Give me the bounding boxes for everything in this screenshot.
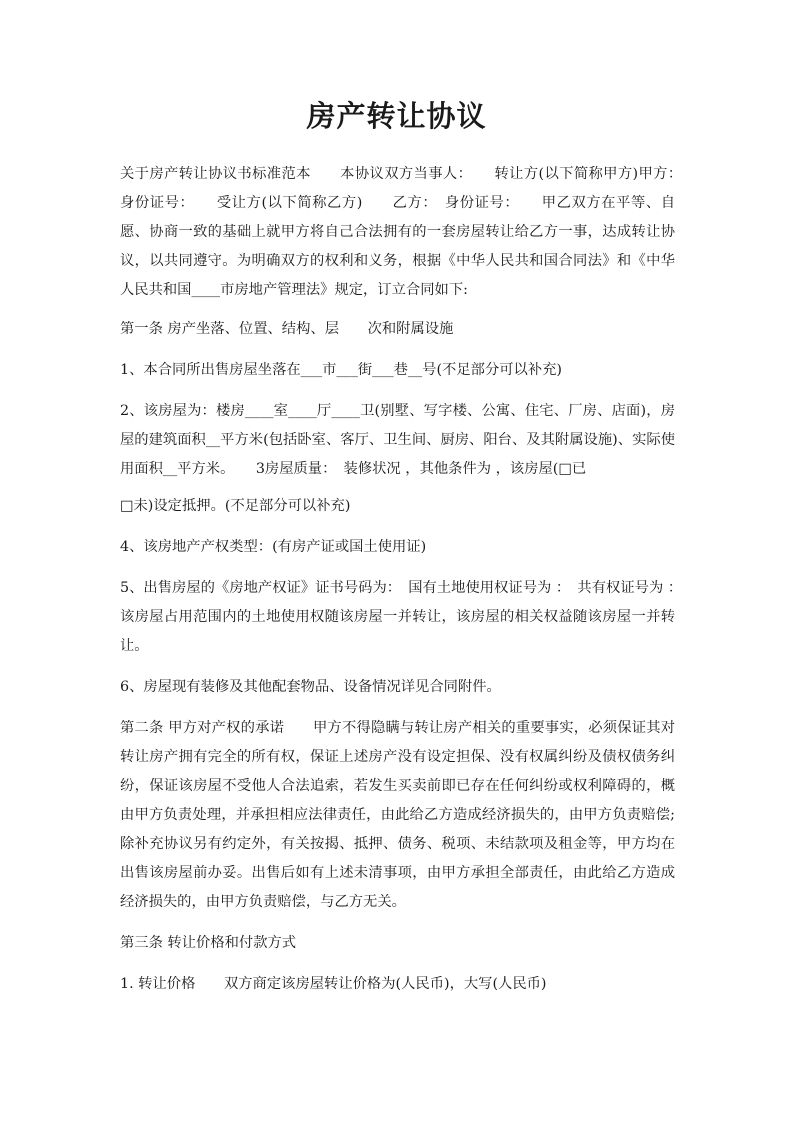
article-3-item-1: 1. 转让价格 双方商定该房屋转让价格为(人民币)，大写(人民币) [120,976,547,992]
article-2-paragraph: 第二条 甲方对产权的承诺 甲方不得隐瞒与转让房产相关的重要事实，必须保证其对转让房产拥有完全的所有权，保证上述房产没有设定担保、没有权属纠纷及债权债务纠纷，保证该房屋不受他人合法追索，若发生买卖前即已存在任何纠纷或权利障碍的，概由甲方负责处理，并承担相应法律责任，由此给乙方造成经济损失的，由甲方负责赔偿;除补充协议另有约定外，有关按揭、抵押、债务、税项、未结款项及租金等，甲方均在出售该房屋前办妥。出售后如有上述未清事项，由甲方承担全部责任，由此给乙方造成经济损失的，由甲方负责赔偿，与乙方无关。 [120,720,675,910]
article-3-heading: 第三条 转让价格和付款方式 [120,935,297,951]
article-1-item-5: 5、出售房屋的《房地产权证》证书号码为： 国有土地使用权证号为 ： 共有权证号为 ： 该房屋占用范围内的土地使用权随该房屋一并转让，该房屋的相关权益随该房屋一并转让。 [120,580,690,654]
article-1-item-2-continued: □未)设定抵押。(不足部分可以补充) [120,498,351,514]
article-1-item-2: 2、该房屋为：楼房____室____厅____卫(别墅、写字楼、公寓、住宅、厂房、店面)，房屋的建筑面积__平方米(包括卧室、客厅、卫生间、厨房、阳台、及其附属设施)、实际使用面积__平方米。 3房屋质量： 装修状况 ，其他条件为 ，该房屋(□已 [120,403,675,477]
article-1-item-1: 1、本合同所出售房屋坐落在___市___街___巷__号(不足部分可以补充) [120,362,563,378]
article-1-item-6: 6、房屋现有装修及其他配套物品、设备情况详见合同附件。 [120,679,501,695]
article-1-heading: 第一条 房产坐落、位置、结构、层 次和附属设施 [120,321,454,337]
intro-paragraph: 关于房产转让协议书标准范本 本协议双方当事人： 转让方(以下简称甲方)甲方： 身份证号： 受让方(以下简称乙方) 乙方： 身份证号： 甲乙双方在平等、自愿、协商一致的基础上就甲方将自己合法拥有的一套房屋转让给乙方一事，达成转让协议，以共同遵守。为明确双方的权利和义务，根据《中华人民共和国合同法》和《中华人民共和国____市房地产管理法》规定，订立合同如下: [120,166,690,298]
article-1-item-4: 4、该房地产产权类型：(有房产证或国土使用证) [120,539,427,555]
document-title: 房产转让协议 [306,99,487,133]
document-body [120,160,690,1011]
